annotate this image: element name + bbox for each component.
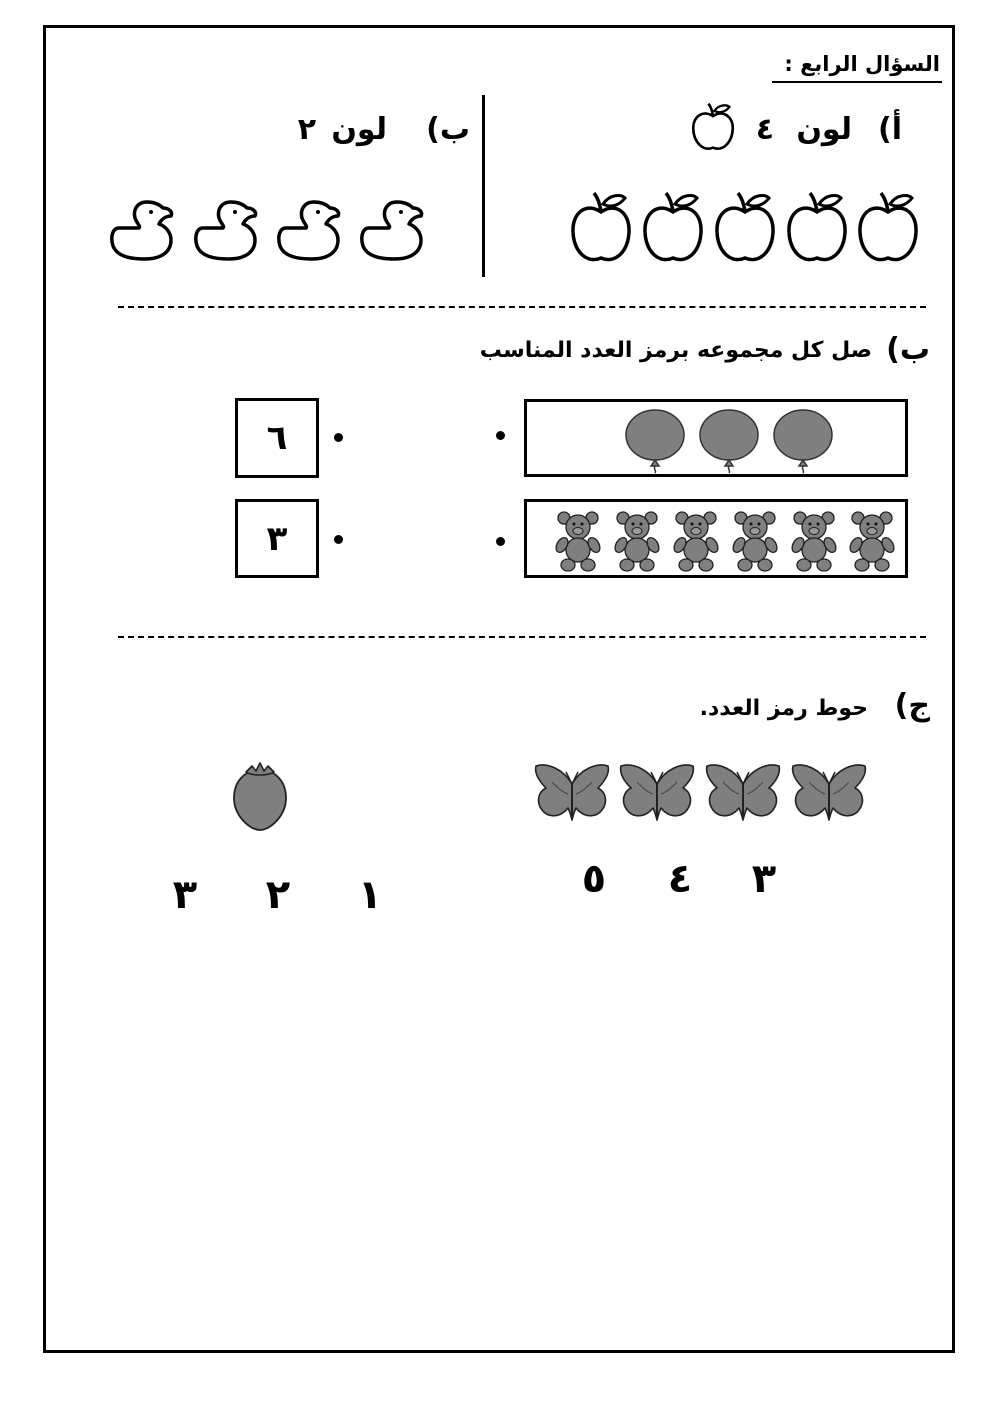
balloon-icon bbox=[700, 410, 758, 473]
connect-dot-number-1[interactable] bbox=[334, 433, 343, 442]
option-number[interactable]: ٣ bbox=[172, 872, 198, 918]
teddy-bear-icon bbox=[613, 512, 662, 571]
part-b2-instruction: صل كل مجموعه برمز العدد المناسب bbox=[479, 338, 872, 363]
apple-icon bbox=[789, 193, 845, 260]
teddy-bear-icon bbox=[848, 512, 897, 571]
question-title: السؤال الرابع : bbox=[784, 52, 940, 76]
butterfly-icon bbox=[793, 765, 866, 820]
option-number[interactable]: ٤ bbox=[667, 856, 693, 902]
option-number[interactable]: ٥ bbox=[581, 856, 607, 902]
part-c-label: ج) bbox=[894, 688, 930, 723]
apple-icon bbox=[717, 193, 773, 260]
connect-dot-group-2[interactable] bbox=[496, 537, 505, 546]
apple-icon bbox=[573, 193, 629, 260]
title-underline bbox=[772, 81, 942, 83]
number-box-2: ٣ bbox=[235, 499, 319, 578]
option-number[interactable]: ١ bbox=[357, 872, 383, 918]
section-divider-dashed bbox=[118, 636, 926, 638]
teddy-bear-icon bbox=[731, 512, 780, 571]
apple-icon bbox=[645, 193, 701, 260]
number-box-1: ٦ bbox=[235, 398, 319, 478]
strawberry-icon bbox=[230, 760, 290, 832]
butterfly-icon bbox=[707, 765, 780, 820]
part-b1-instruction: لون bbox=[331, 112, 387, 147]
duck-icon bbox=[279, 202, 339, 259]
teddy-bear-icon bbox=[672, 512, 721, 571]
teddy-bear-icon bbox=[554, 512, 603, 571]
duck-icon bbox=[362, 202, 422, 259]
balloon-icon bbox=[774, 410, 832, 473]
connect-dot-number-2[interactable] bbox=[334, 535, 343, 544]
butterfly-icon bbox=[621, 765, 694, 820]
apple-icon bbox=[690, 100, 736, 156]
butterflies-group bbox=[530, 760, 872, 824]
part-a-label: أ) bbox=[878, 112, 902, 147]
apples-group bbox=[566, 190, 916, 266]
ducks-group bbox=[105, 196, 429, 262]
part-b1-count: ٢ bbox=[297, 112, 316, 147]
section-divider-dashed bbox=[118, 306, 926, 308]
teddy-bear-icon bbox=[790, 512, 839, 571]
part-b1-label: ب) bbox=[426, 112, 470, 147]
apple-icon bbox=[860, 193, 916, 260]
section-divider-vertical bbox=[482, 95, 485, 277]
option-number[interactable]: ٢ bbox=[265, 872, 291, 918]
balloons-group bbox=[624, 407, 842, 473]
balloon-icon bbox=[626, 410, 684, 473]
part-a-instruction: لون bbox=[796, 112, 852, 147]
part-a-count: ٤ bbox=[755, 112, 774, 147]
bears-group bbox=[554, 511, 898, 573]
option-number[interactable]: ٣ bbox=[751, 856, 777, 902]
connect-dot-group-1[interactable] bbox=[496, 431, 505, 440]
duck-icon bbox=[112, 202, 172, 259]
part-c-instruction: حوط رمز العدد. bbox=[699, 696, 868, 721]
butterfly-icon bbox=[536, 765, 609, 820]
duck-icon bbox=[196, 202, 256, 259]
part-b2-label: ب) bbox=[886, 332, 930, 367]
